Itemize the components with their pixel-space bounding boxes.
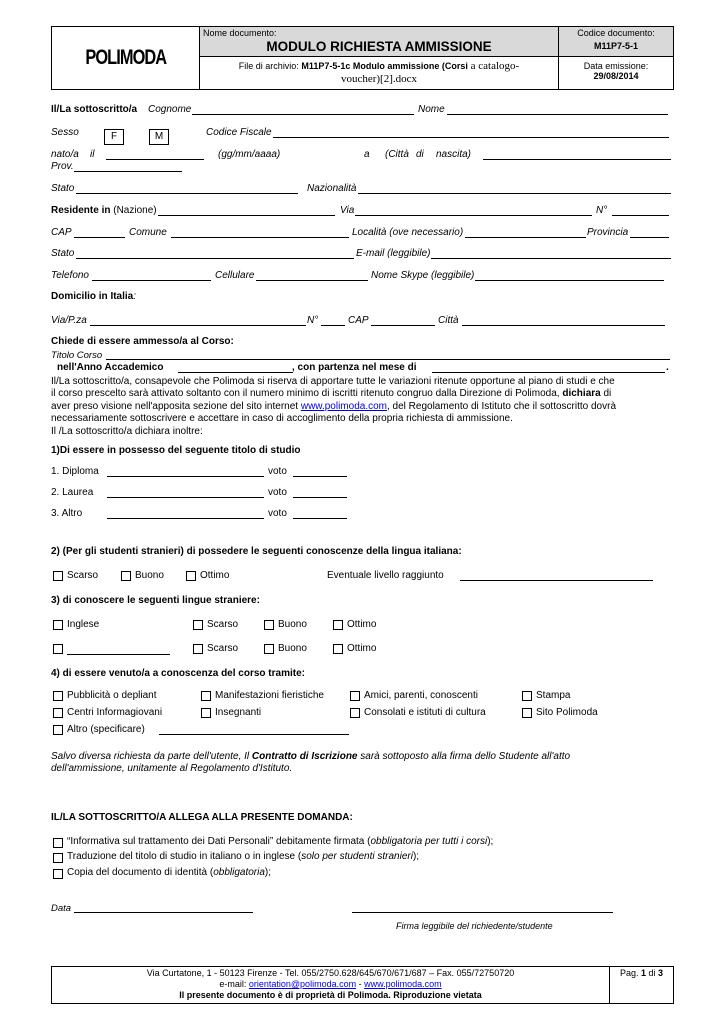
ol-ottimo-checkbox[interactable] (333, 644, 343, 654)
stato-field[interactable] (76, 193, 298, 194)
citta-label: Città (438, 315, 459, 326)
pubblicita-checkbox[interactable] (53, 691, 63, 701)
identita-checkbox[interactable] (53, 869, 63, 879)
titolo-corso-label: Titolo Corso (51, 350, 103, 361)
doc-title: MODULO RICHIESTA AMMISSIONE (266, 39, 492, 54)
altro-specificare-field[interactable] (159, 734, 349, 735)
skype-label: Nome Skype (leggibile) (371, 270, 475, 281)
cap-label: CAP (51, 227, 72, 238)
code-label: Codice documento: (577, 28, 655, 38)
email-label: E-mail (leggibile) (356, 248, 431, 259)
amici-label: Amici, parenti, conoscenti (364, 690, 478, 701)
cellulare-field[interactable] (256, 280, 368, 281)
date-label: Data emissione: (583, 61, 649, 71)
section1-heading: 1)Di essere in possesso del seguente titolo di studio (51, 445, 301, 456)
course-heading: Chiede di essere ammesso/a al Corso: (51, 336, 234, 347)
doc-code: M11P7-5-1 (593, 41, 639, 51)
sito-label: Sito Polimoda (536, 707, 598, 718)
footer-email-link[interactable]: orientation@polimoda.com (248, 979, 357, 989)
en-buono-label: Buono (278, 619, 307, 630)
numero-field[interactable] (612, 215, 669, 216)
archive-file-line-2: voucher)[2].docx (340, 73, 418, 85)
section2-heading: 2) (Per gli studenti stranieri) di possedere le seguenti conoscenze della lingua italiana: (51, 546, 462, 557)
nome-label: Nome (418, 104, 445, 115)
nome-field[interactable] (447, 114, 668, 115)
cap2-field[interactable] (371, 325, 435, 326)
informativa-checkbox[interactable] (53, 838, 63, 848)
titolo-corso-field[interactable] (106, 359, 670, 360)
it-ottimo-checkbox[interactable] (186, 571, 196, 581)
doc-name-label: Nome documento: (203, 28, 277, 38)
eventuale-field[interactable] (460, 580, 653, 581)
comune-label: Comune (129, 227, 167, 238)
nazionalita-label: Nazionalità (307, 183, 357, 194)
signature-field[interactable] (352, 912, 613, 913)
it-scarso-label: Scarso (67, 570, 99, 581)
footer-web-link[interactable]: www.polimoda.com (364, 979, 442, 989)
provincia-field[interactable] (630, 237, 669, 238)
birth-date-field[interactable] (106, 159, 204, 160)
en-ottimo-label: Ottimo (347, 619, 377, 630)
prov-field[interactable] (74, 171, 182, 172)
ol-buono-checkbox[interactable] (264, 644, 274, 654)
polimoda-logo: POLIMODA (52, 27, 200, 89)
laurea-label: 2. Laurea (51, 487, 94, 498)
diploma-field[interactable] (107, 476, 264, 477)
anno-field[interactable] (178, 372, 293, 373)
altro-specificare-label: Altro (specificare) (67, 724, 145, 735)
localita-field[interactable] (465, 237, 586, 238)
header-document-info (200, 27, 559, 89)
di-label: di (416, 149, 424, 160)
footer-property: Il presente documento è di proprietà di Polimoda. Riproduzione vietata (179, 990, 482, 1000)
ol-buono-label: Buono (278, 643, 307, 654)
altro-label: 3. Altro (51, 508, 83, 519)
cellulare-label: Cellulare (215, 270, 255, 281)
residence-country-field[interactable] (158, 215, 335, 216)
stato2-label: Stato (51, 248, 75, 259)
skype-field[interactable] (475, 280, 664, 281)
traduzione-checkbox[interactable] (53, 853, 63, 863)
provincia-label: Provincia (587, 227, 629, 238)
stampa-checkbox[interactable] (522, 691, 532, 701)
informativa-label: “Informativa sul trattamento dei Dati Personali” debitamente firmata (obbligatoria per tutti i corsi); (67, 836, 494, 847)
ol-scarso-checkbox[interactable] (193, 644, 203, 654)
sottoscritto-label: Il/La sottoscritto/a (51, 104, 138, 115)
eventuale-label: Eventuale livello raggiunto (327, 570, 444, 581)
insegnanti-checkbox[interactable] (201, 708, 211, 718)
via-label: Via (340, 205, 355, 216)
voto1-field[interactable] (293, 476, 347, 477)
insegnanti-label: Insegnanti (215, 707, 262, 718)
cap2-label: CAP (348, 315, 369, 326)
informagiovani-label: Centri Informagiovani (67, 707, 163, 718)
a-label: a (364, 149, 370, 160)
fiere-checkbox[interactable] (201, 691, 211, 701)
attachments-heading: IL/LA SOTTOSCRITTO/A ALLEGA ALLA PRESENTE DOMANDA: (51, 812, 353, 823)
emission-date: 29/08/2014 (593, 71, 639, 81)
email-field[interactable] (431, 258, 671, 259)
partenza-label: , con partenza nel mese di (292, 362, 417, 373)
amici-checkbox[interactable] (350, 691, 360, 701)
fiere-label: Manifestazioni fieristiche (215, 690, 324, 701)
date-format-label: (gg/mm/aaaa) (218, 149, 281, 160)
ol-ottimo-label: Ottimo (347, 643, 377, 654)
altro-checkbox[interactable] (53, 725, 63, 735)
it-buono-label: Buono (135, 570, 164, 581)
codice-fiscale-label: Codice Fiscale (206, 127, 272, 138)
informagiovani-checkbox[interactable] (53, 708, 63, 718)
data-label: Data (51, 903, 72, 914)
page-number: Pag. 1 di 3 (619, 968, 664, 978)
sito-checkbox[interactable] (522, 708, 532, 718)
telefono-field[interactable] (92, 280, 211, 281)
altro-field[interactable] (107, 518, 264, 519)
sex-f-box[interactable]: F (104, 129, 124, 145)
nascita-label: nascita) (436, 149, 472, 160)
declaration-paragraph: Il/La sottoscritto/a, consapevole che Polimoda si riserva di apportare tutte le variazioni ritenute opportune al piano di studi e che il corso prescelto sarà attivato soltanto con il numero minimo di iscritti ritenuto congruo dalla Direzione di Polimoda, dichiara di aver preso visione nell'apposita sezione del sito internet www.polimoda.com, del Regolamento di Istituto che il sottoscritto dovrà necessariamente sottoscrivere e accettare in caso di accoglimento della propria richiesta di ammissione. Il /La sottoscritto/a dichiara inoltre: (51, 376, 617, 437)
other-lang-checkbox[interactable] (53, 644, 63, 654)
numero2-label: N° (307, 315, 319, 326)
inglese-checkbox[interactable] (53, 620, 63, 630)
voto2-label: voto (268, 487, 287, 498)
sex-m-box[interactable]: M (149, 129, 169, 145)
inglese-label: Inglese (67, 619, 100, 630)
polimoda-site-link[interactable]: www.polimoda.com (300, 400, 387, 412)
data-field[interactable] (74, 912, 253, 913)
numero-label: N° (596, 205, 608, 216)
firma-label: Firma leggibile del richiedente/studente (396, 921, 553, 931)
cap-field[interactable] (74, 237, 125, 238)
en-scarso-label: Scarso (207, 619, 239, 630)
anno-label: nell'Anno Accademico (57, 362, 164, 373)
dot: . (666, 362, 669, 373)
document-header (51, 26, 674, 90)
section3-heading: 3) di conoscere le seguenti lingue straniere: (51, 595, 260, 606)
archive-file-line: File di archivio: M11P7-5-1c Modulo ammissione (Corsi a catalogo- (238, 60, 520, 72)
cognome-field[interactable] (192, 114, 414, 115)
domicilio-heading: Domicilio in Italia: (51, 291, 137, 302)
il-label: il (90, 149, 95, 160)
nato-label: nato/a (51, 149, 79, 160)
footer-contacts: e-mail: orientation@polimoda.com - www.polimoda.com (219, 979, 442, 989)
cognome-label: Cognome (148, 104, 192, 115)
en-scarso-checkbox[interactable] (193, 620, 203, 630)
identita-label: Copia del documento di identità (obbligatoria); (67, 867, 272, 878)
voto2-field[interactable] (293, 497, 347, 498)
viapza-label: Via/P.za (51, 315, 87, 326)
contract-note: Salvo diversa richiesta da parte dell'utente, Il Contratto di Iscrizione sarà sottoposto alla firma dello Studente all'atto dell'ammissione, unitamente al Regolamento d'Istituto. (51, 751, 571, 775)
numero2-field[interactable] (321, 325, 345, 326)
nazionalita-field[interactable] (358, 193, 671, 194)
it-scarso-checkbox[interactable] (53, 571, 63, 581)
comune-field[interactable] (171, 237, 349, 238)
ol-scarso-label: Scarso (207, 643, 239, 654)
section4-heading: 4) di essere venuto/a a conoscenza del corso tramite: (51, 668, 305, 679)
it-buono-checkbox[interactable] (121, 571, 131, 581)
voto1-label: voto (268, 466, 287, 477)
en-buono-checkbox[interactable] (264, 620, 274, 630)
via-field[interactable] (355, 215, 592, 216)
partenza-field[interactable] (432, 372, 665, 373)
citta-field[interactable] (462, 325, 665, 326)
stampa-label: Stampa (536, 690, 571, 701)
laurea-field[interactable] (107, 497, 264, 498)
traduzione-label: Traduzione del titolo di studio in italiano o in inglese (solo per studenti stranieri); (67, 851, 420, 862)
stato2-field[interactable] (76, 258, 354, 259)
stato-label: Stato (51, 183, 75, 194)
codice-fiscale-field[interactable] (273, 137, 669, 138)
citta-nascita-label: (Città (385, 149, 409, 160)
other-lang-field[interactable] (67, 654, 170, 655)
voto3-label: voto (268, 508, 287, 519)
residente-label: Residente in (Nazione) (51, 205, 157, 216)
birth-city-field[interactable] (483, 159, 671, 160)
it-ottimo-label: Ottimo (200, 570, 230, 581)
footer-address: Via Curtatone, 1 - 50123 Firenze - Tel. 055/2750.628/645/670/671/687 – Fax. 055/72750720 (146, 968, 515, 978)
pubblicita-label: Pubblicità o depliant (67, 690, 157, 701)
document-footer (51, 966, 674, 1004)
header-code-info (559, 27, 673, 89)
sesso-label: Sesso (51, 127, 79, 138)
viapza-field[interactable] (90, 325, 306, 326)
localita-label: Località (ove necessario) (352, 227, 464, 238)
voto3-field[interactable] (293, 518, 347, 519)
en-ottimo-checkbox[interactable] (333, 620, 343, 630)
diploma-label: 1. Diploma (51, 466, 99, 477)
consolati-checkbox[interactable] (350, 708, 360, 718)
telefono-label: Telefono (51, 270, 89, 281)
prov-label: Prov. (51, 161, 74, 172)
consolati-label: Consolati e istituti di cultura (364, 707, 486, 718)
